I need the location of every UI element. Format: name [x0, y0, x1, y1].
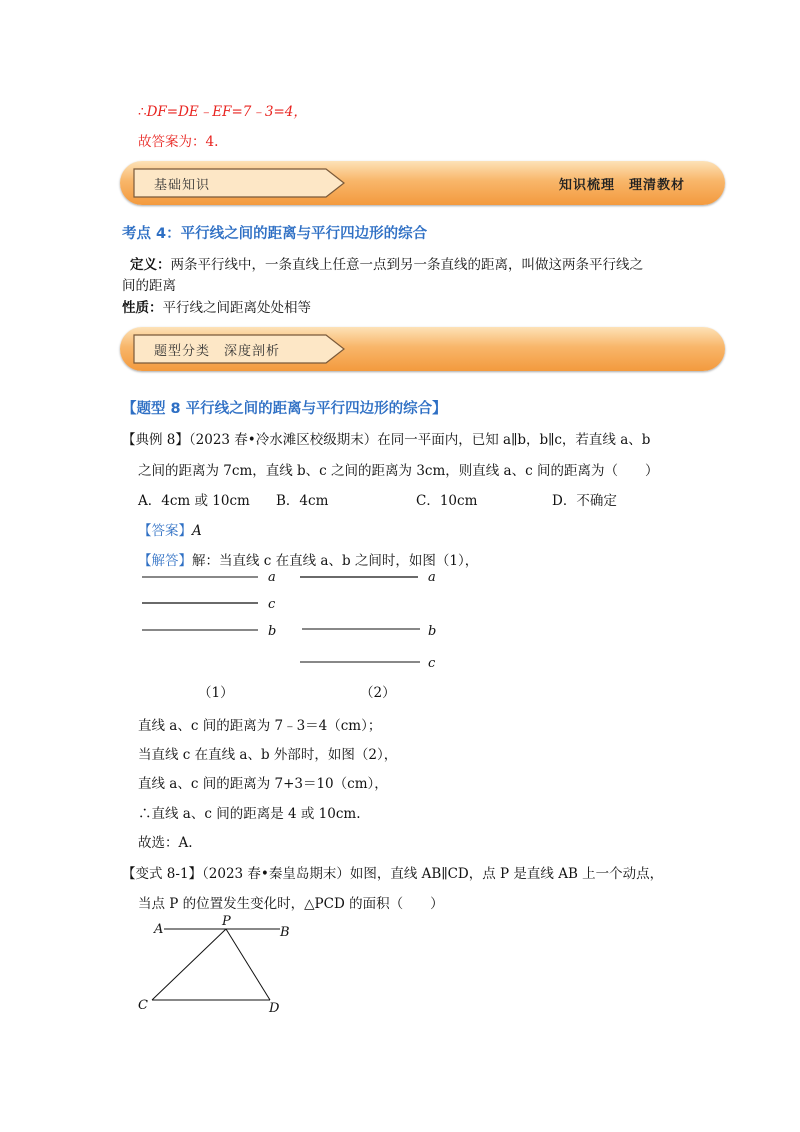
top-conclusion-line	[138, 100, 307, 120]
option-a: A．4cm 或 10cm	[138, 493, 250, 509]
point-c-label: C	[138, 998, 148, 1013]
example-line1	[122, 428, 650, 448]
example-text: （2023 春•冷水滩区校级期末）在同一平面内，已知 a∥b，b∥c，若直线 a、b	[188, 432, 651, 448]
solution-line3: 直线 a、c 间的距离为 7+3＝10（cm），	[138, 776, 388, 792]
property-label: 性质：	[122, 300, 163, 316]
answer-value: A	[192, 523, 202, 539]
parallel-lines-figures	[130, 565, 460, 709]
definition-line	[130, 253, 643, 273]
variant-label: 【变式 8-1】	[122, 866, 203, 882]
option-c: C．10cm	[416, 493, 478, 509]
analysis-label: 【解答】	[138, 553, 192, 569]
definition-text-cont: 间的距离	[122, 278, 176, 294]
solution-line5: 故选：A.	[138, 835, 193, 851]
definition-text: 两条平行线中，一条直线上任意一点到另一条直线的距离，叫做这两条平行线之	[170, 257, 643, 273]
property-text: 平行线之间距离处处相等	[162, 300, 311, 316]
point-a-label: A	[154, 922, 164, 937]
option-b: B．4cm	[276, 493, 329, 509]
banner-basic-knowledge	[120, 161, 725, 205]
fig2-label-b: b	[428, 624, 437, 639]
point-b-label: B	[280, 925, 290, 940]
solution-line1: 直线 a、c 间的距离为 7﹣3＝4（cm）；	[138, 718, 382, 734]
triangle-figure	[130, 912, 310, 1026]
therefore-symbol: ∴	[138, 104, 147, 120]
banner-tab	[130, 167, 340, 199]
banner-tab-label: 基础知识	[154, 178, 211, 193]
analysis-text: 解：当直线 c 在直线 a、b 之间时，如图（1），	[192, 553, 479, 569]
solution-line2: 当直线 c 在直线 a、b 外部时，如图（2），	[138, 747, 398, 763]
solution-line4: ∴直线 a、c 间的距离是 4 或 10cm.	[138, 806, 361, 822]
top-answer-line: 故答案为：4.	[138, 134, 219, 150]
variant-line2: 当点 P 的位置发生变化时，△PCD 的面积（ ）	[138, 896, 444, 912]
property-line	[122, 296, 311, 316]
figure-2	[300, 570, 436, 671]
example-line2: 之间的距离为 7cm，直线 b、c 之间的距离为 3cm，则直线 a、c 间的距离为（ ）	[138, 463, 659, 479]
figure-2-caption: （2）	[360, 685, 396, 701]
point-p-label: P	[222, 914, 231, 929]
fig1-label-c: c	[268, 597, 276, 612]
fig2-label-c: c	[428, 656, 436, 671]
answer-label: 【答案】	[138, 523, 192, 539]
example-label: 【典例 8】	[122, 432, 189, 448]
figure-1	[142, 570, 276, 639]
fig1-label-a: a	[268, 570, 276, 585]
point-d-label: D	[269, 1001, 280, 1016]
banner-tab-label: 题型分类 深度剖析	[154, 344, 281, 359]
segment-pc	[152, 929, 226, 1000]
variant-text: （2023 春•秦皇岛期末）如图，直线 AB∥CD，点 P 是直线 AB 上一个动点，	[202, 866, 664, 882]
figure-1-caption: （1）	[198, 685, 234, 701]
variant-line1	[122, 862, 663, 882]
banner-question-types	[120, 327, 725, 371]
answer-line	[138, 519, 202, 539]
banner-tab	[130, 333, 340, 365]
banner-right-label: 知识梳理 理清教材	[558, 178, 685, 193]
definition-label: 定义：	[130, 257, 171, 273]
fig1-label-b: b	[268, 624, 277, 639]
segment-pd	[226, 929, 270, 1000]
top-expression: DF=DE﹣EF=7﹣3=4，	[146, 104, 307, 120]
type8-title: 【题型 8 平行线之间的距离与平行四边形的综合】	[122, 401, 447, 417]
fig2-label-a: a	[428, 570, 436, 585]
section-title: 考点 4：平行线之间的距离与平行四边形的综合	[122, 226, 428, 242]
option-d: D．不确定	[552, 493, 617, 509]
